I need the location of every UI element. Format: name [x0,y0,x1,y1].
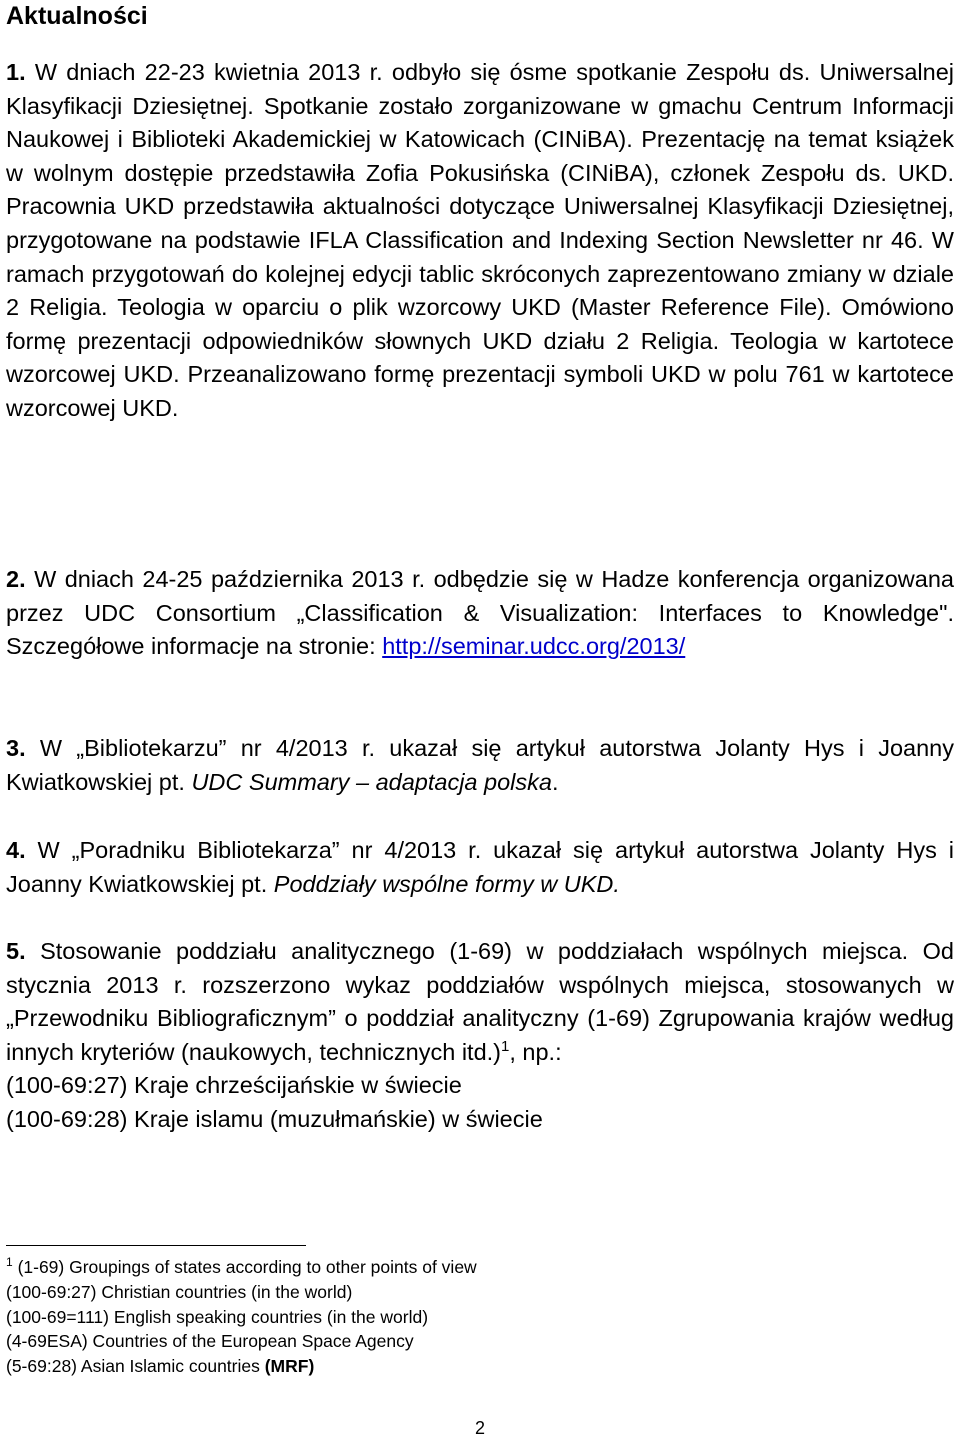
article-title: UDC Summary – adaptacja polska [191,768,552,795]
example-line: (100-69:28) Kraje islamu (muzułmańskie) w świecie [6,1105,543,1132]
item-text: Stosowanie poddziału analitycznego (1-69) w poddziałach wspólnych miejsca. Od stycznia 2013 r. rozszerzono wykaz poddziałów wspólnych miejsca, stosowanych w „Przewodniku Bibliograficznym” o poddział analityczny (1-69) Zgrupowania krajów według innych kryteriów (naukowych, technicznych itd.) [6,938,955,1065]
news-item-1 [6,56,954,426]
footnotes [6,1255,477,1379]
item-tail: , np.: [509,1038,562,1065]
item-number: 5. [6,938,26,964]
item-text: W „Bibliotekarzu” nr 4/2013 r. ukazał się artykuł autorstwa Jolanty Hys i Joanny Kwiatkowskiej pt. [6,735,954,795]
footnote-reference[interactable]: 1 [501,1037,510,1055]
page-number: 2 [474,1418,485,1438]
item-number: 1. [6,59,26,85]
footnote-separator [6,1245,306,1246]
item-text: W „Poradniku Bibliotekarza” nr 4/2013 r. ukazał się artykuł autorstwa Jolanty Hys i Joanny Kwiatkowskiej pt. [6,837,954,897]
news-item-3 [6,732,954,799]
item-number: 4. [6,837,26,863]
footnote-marker: 1 [6,1255,13,1270]
footnote-line: (4-69ESA) Countries of the European Space Agency [6,1331,414,1352]
mrf-label: (MRF) [264,1356,315,1377]
item-number: 3. [6,735,26,761]
footnote-line: (5-69:28) Asian Islamic countries (MRF) [6,1356,315,1377]
footnote-line: $^1$ (1-69) Groupings of states according to other points of view [6,1255,477,1277]
page-title: Aktualności [6,2,148,30]
item-text: W dniach 22-23 kwietnia 2013 r. odbyło się ósme spotkanie Zespołu ds. Uniwersalnej Klasyfikacji Dziesiętnej. Spotkanie zostało zorganizowane w gmachu Centrum Informacji Naukowej i Biblioteki Akademickiej w Katowicach (CINiBA). Prezentację na temat książek w wolnym dostępie przedstawiła Zofia Pokusińska (CINiBA), członek Zespołu ds. UKD. Pracownia UKD przedstawiła aktualności dotyczące Uniwersalnej Klasyfikacji Dziesiętnej, przygotowane na podstawie IFLA Classification and Indexing Section Newsletter nr 46. W ramach przygotowań do kolejnej edycji tablic skróconych zaprezentowano zmiany w dziale 2 Religia. Teologia w oparciu o plik wzorcowy UKD (Master Reference File). Omówiono formę prezentacji odpowiedników słownych UKD działu 2 Religia. Teologia w kartotece wzorcowej UKD. Przeanalizowano formę prezentacji symboli UKD w polu 761 w kartotece wzorcowej UKD. [6,59,955,421]
item-tail: . [551,768,559,795]
example-line: (100-69:27) Kraje chrześcijańskie w świecie [6,1072,462,1099]
article-title: Poddziały wspólne formy w UKD. [273,870,620,897]
seminar-link[interactable]: http://seminar.udcc.org/2013/ [382,633,686,660]
news-item-2 [6,563,954,664]
footnote-line: (100-69=111) English speaking countries (in the world) [6,1306,429,1327]
footnote-line: (100-69:27) Christian countries (in the world) [6,1281,353,1302]
item-number: 2. [6,566,26,592]
news-item-4 [6,834,954,901]
item-text: W dniach 24-25 października 2013 r. odbędzie się w Hadze konferencja organizowana przez UDC Consortium „Classification & Visualization: Interfaces to Knowledge". Szczegółowe informacje na stronie: [6,566,954,660]
news-item-5 [6,935,954,1137]
